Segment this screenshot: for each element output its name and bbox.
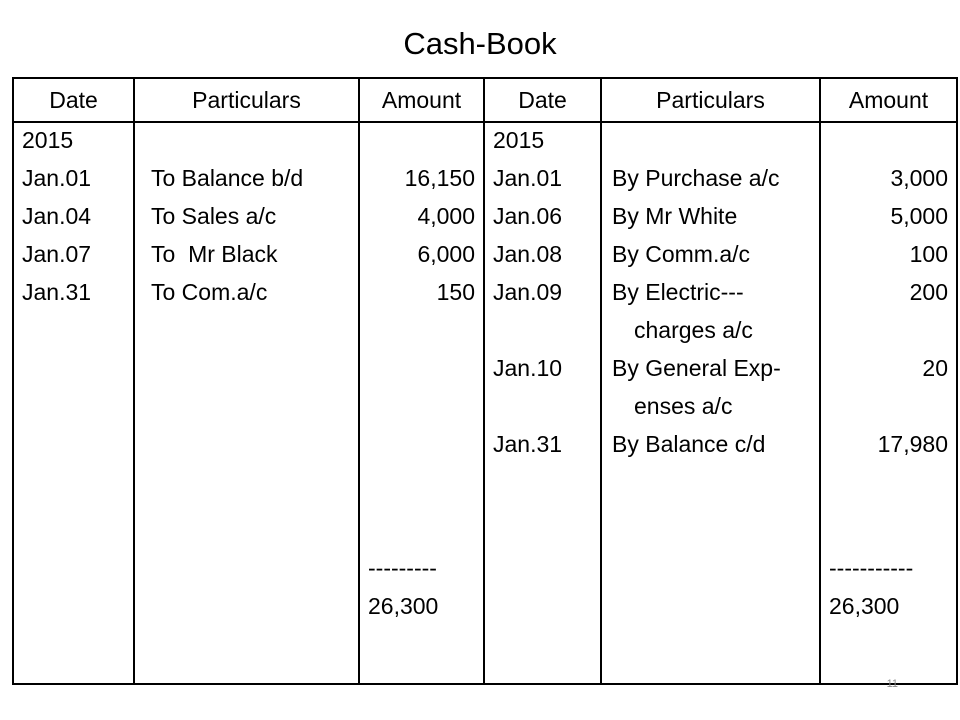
- credit-amount: 20: [922, 355, 948, 381]
- debit-date: Jan.07: [22, 241, 92, 267]
- debit-particular: To Mr Black: [151, 241, 278, 267]
- header-date-credit: Date: [484, 78, 601, 122]
- cash-book-table: [12, 77, 958, 685]
- credit-particular: By Mr White: [612, 203, 738, 229]
- header-row: [13, 78, 957, 122]
- debit-particular: To Balance b/d: [151, 165, 304, 191]
- credit-amount: 100: [909, 241, 948, 267]
- credit-amount: 200: [909, 279, 948, 305]
- header-amount-credit: Amount: [820, 78, 957, 122]
- debit-amount: 6,000: [417, 241, 475, 267]
- debit-amount: 150: [436, 279, 475, 305]
- credit-total: 26,300: [829, 593, 900, 619]
- header-particulars-debit: Particulars: [134, 78, 359, 122]
- credit-particular: By Electric---: [612, 279, 744, 305]
- header-amount-debit: Amount: [359, 78, 484, 122]
- credit-date-column: [484, 122, 601, 684]
- debit-year: 2015: [22, 127, 74, 153]
- credit-date: Jan.08: [493, 241, 563, 267]
- credit-particular: By Balance c/d: [612, 431, 766, 457]
- debit-total-rule: ---------: [368, 555, 437, 581]
- credit-particular-continuation: charges a/c: [634, 317, 753, 343]
- debit-date: Jan.01: [22, 165, 92, 191]
- entries-row: [13, 122, 957, 684]
- credit-amount: 5,000: [890, 203, 948, 229]
- debit-particulars-column: [134, 122, 359, 684]
- debit-date: Jan.04: [22, 203, 92, 229]
- debit-amount: 4,000: [417, 203, 475, 229]
- page-number: 11: [886, 678, 898, 690]
- debit-date: Jan.31: [22, 279, 92, 305]
- header-date-debit: Date: [13, 78, 134, 122]
- header-particulars-credit: Particulars: [601, 78, 820, 122]
- debit-amount: 16,150: [404, 165, 475, 191]
- page-title: Cash-Book: [403, 26, 557, 61]
- credit-particular: By Purchase a/c: [612, 165, 780, 191]
- credit-date: Jan.31: [493, 431, 563, 457]
- credit-total-rule: -----------: [829, 555, 914, 581]
- debit-amount-column: [359, 122, 484, 684]
- credit-particular: By Comm.a/c: [612, 241, 751, 267]
- debit-particular: To Sales a/c: [151, 203, 277, 229]
- credit-particular-continuation: enses a/c: [634, 393, 733, 419]
- credit-amount: 3,000: [890, 165, 948, 191]
- credit-date: Jan.10: [493, 355, 563, 381]
- credit-date: Jan.01: [493, 165, 563, 191]
- credit-particular: By General Exp-: [612, 355, 781, 381]
- debit-date-column: [13, 122, 134, 684]
- debit-total: 26,300: [368, 593, 439, 619]
- credit-date: Jan.06: [493, 203, 563, 229]
- credit-amount: 17,980: [877, 431, 948, 457]
- credit-amount-column: [820, 122, 957, 684]
- credit-date: Jan.09: [493, 279, 563, 305]
- credit-particulars-column: [601, 122, 820, 684]
- debit-particular: To Com.a/c: [151, 279, 268, 305]
- credit-year: 2015: [493, 127, 545, 153]
